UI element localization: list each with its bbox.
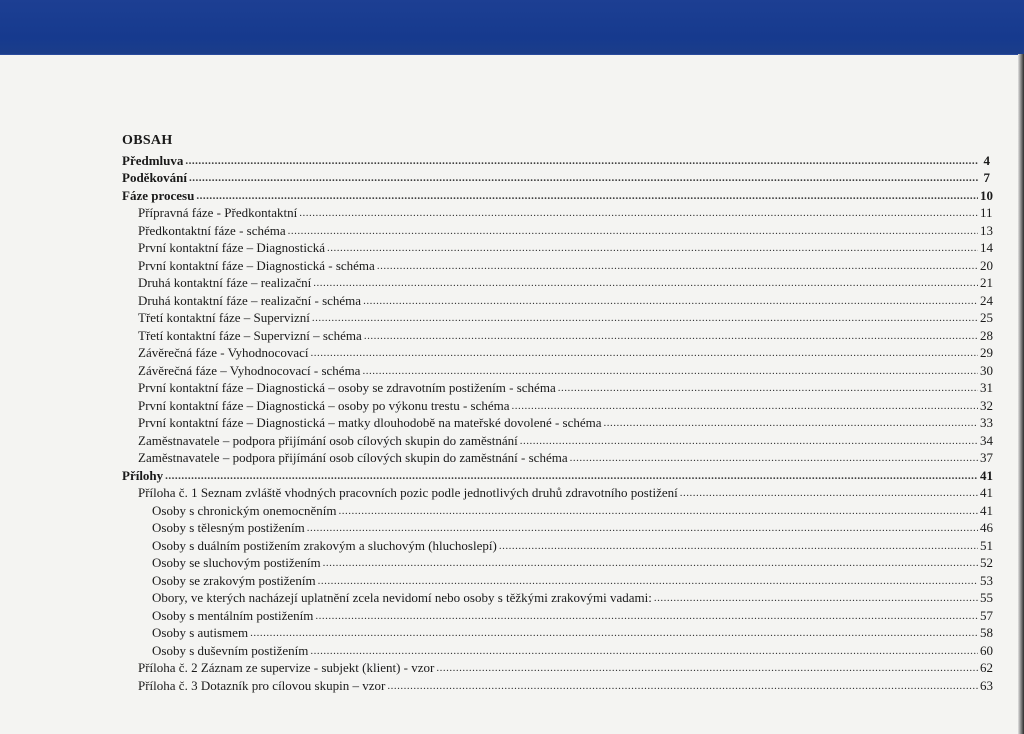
dot-leader (377, 260, 978, 273)
toc-entry-label: Osoby se zrakovým postižením (152, 572, 316, 588)
dot-leader (165, 470, 978, 483)
toc-entry[interactable] (122, 640, 993, 658)
toc-entry-label: První kontaktní fáze – Diagnostická (138, 240, 326, 255)
toc-entry-label: První kontaktní fáze – Diagnostická – matky dlouhodobě na mateřské dovolené - schéma (138, 415, 602, 430)
toc-entry-page-number: 7 (983, 170, 990, 185)
toc-entry-page-number: 4 (983, 152, 990, 168)
table-of-contents (122, 132, 993, 693)
dot-leader (512, 400, 978, 413)
toc-entry[interactable] (122, 535, 993, 553)
dot-leader (310, 645, 978, 658)
dot-leader (604, 417, 978, 430)
toc-entry[interactable] (122, 430, 993, 448)
toc-entry-page-number: 34 (980, 432, 993, 448)
toc-entry-page-number: 55 (980, 590, 993, 605)
toc-entry-page-number: 21 (980, 275, 993, 290)
toc-entry-label: Přílohy (122, 467, 164, 483)
dot-leader (363, 295, 978, 308)
toc-entry-page-number: 33 (980, 415, 993, 430)
toc-entry-label: Příloha č. 2 Záznam ze supervize - subjekt (klient) - vzor (138, 660, 435, 675)
dot-leader (680, 487, 978, 500)
toc-entry-page-number: 41 (980, 502, 993, 518)
toc-entry[interactable] (122, 203, 993, 221)
toc-entry[interactable] (122, 465, 993, 483)
toc-entry-page-number: 29 (980, 345, 993, 360)
toc-entry[interactable] (122, 168, 990, 186)
toc-entry[interactable] (122, 518, 993, 536)
toc-entry-page-number: 37 (980, 450, 993, 465)
toc-entry[interactable] (122, 360, 993, 378)
toc-entry-label: Osoby s mentálním postižením (152, 607, 314, 623)
dot-leader (436, 662, 978, 675)
toc-entry-page-number: 24 (980, 292, 993, 308)
toc-entry-label: Osoby s chronickým onemocněním (152, 502, 337, 518)
toc-entry[interactable] (122, 605, 993, 623)
toc-entry-page-number: 52 (980, 555, 993, 570)
dot-leader (362, 365, 978, 378)
toc-entry[interactable] (122, 150, 990, 168)
toc-entry[interactable] (122, 185, 993, 203)
toc-entry-page-number: 30 (980, 362, 993, 378)
toc-entries (122, 150, 993, 693)
toc-entry-page-number: 62 (980, 660, 993, 675)
toc-entry[interactable] (122, 588, 993, 606)
toc-entry-label: Příloha č. 1 Seznam zvláště vhodných pracovních pozic podle jednotlivých druhů zdravotního postižení (138, 485, 678, 500)
toc-entry-page-number: 63 (980, 677, 993, 693)
dot-leader (312, 312, 978, 325)
toc-entry-page-number: 14 (980, 240, 993, 255)
toc-entry[interactable] (122, 413, 993, 431)
dot-leader (318, 575, 978, 588)
dot-leader (315, 610, 978, 623)
toc-entry[interactable] (122, 273, 993, 291)
toc-entry-label: Třetí kontaktní fáze – Supervizní – schéma (138, 327, 362, 343)
dot-leader (185, 155, 978, 168)
toc-entry-page-number: 60 (980, 642, 993, 658)
toc-entry-label: První kontaktní fáze – Diagnostická – osoby se zdravotním postižením - schéma (138, 380, 556, 395)
dot-leader (558, 382, 978, 395)
toc-entry-page-number: 57 (980, 607, 993, 623)
page-edge-shadow (1018, 54, 1024, 734)
toc-entry[interactable] (122, 553, 993, 571)
toc-entry-page-number: 41 (980, 467, 993, 483)
toc-entry[interactable] (122, 483, 993, 501)
toc-entry-label: Druhá kontaktní fáze – realizační - schéma (138, 292, 362, 308)
dot-leader (189, 172, 978, 185)
toc-entry[interactable] (122, 325, 993, 343)
toc-entry-label: Osoby s autismem (152, 625, 249, 640)
toc-entry[interactable] (122, 378, 993, 396)
toc-entry[interactable] (122, 255, 993, 273)
dot-leader (499, 540, 978, 553)
dot-leader (327, 242, 978, 255)
dot-leader (570, 452, 978, 465)
toc-entry[interactable] (122, 500, 993, 518)
toc-entry-label: První kontaktní fáze – Diagnostická – osoby po výkonu trestu - schéma (138, 397, 510, 413)
dot-leader (250, 627, 978, 640)
toc-entry-label: Zaměstnavatele – podpora přijímání osob cílových skupin do zaměstnání (138, 432, 518, 448)
toc-entry[interactable] (122, 220, 993, 238)
toc-entry-page-number: 51 (980, 537, 993, 553)
dot-leader (520, 435, 978, 448)
dot-leader (313, 277, 978, 290)
toc-entry-page-number: 53 (980, 572, 993, 588)
toc-entry-page-number: 28 (980, 327, 993, 343)
toc-entry-label: Přípravná fáze - Předkontaktní (138, 205, 298, 220)
toc-entry[interactable] (122, 448, 993, 466)
toc-entry-page-number: 46 (980, 520, 993, 535)
toc-entry-page-number: 20 (980, 257, 993, 273)
toc-entry-label: První kontaktní fáze – Diagnostická - schéma (138, 257, 375, 273)
dot-leader (307, 522, 978, 535)
toc-entry-label: Osoby s tělesným postižením (152, 520, 305, 535)
toc-entry[interactable] (122, 308, 993, 326)
toc-entry[interactable] (122, 623, 993, 641)
toc-entry-page-number: 11 (980, 205, 993, 220)
dot-leader (323, 557, 978, 570)
toc-entry-label: Závěrečná fáze - Vyhodnocovací (138, 345, 309, 360)
toc-entry-label: Zaměstnavatele – podpora přijímání osob cílových skupin do zaměstnání - schéma (138, 450, 568, 465)
toc-entry-label: Obory, ve kterých nacházejí uplatnění zcela nevidomí nebo osoby s těžkými zrakovými vadami: (152, 590, 652, 605)
toc-entry-label: Předmluva (122, 152, 184, 168)
toc-entry-page-number: 58 (980, 625, 993, 640)
toc-entry-page-number: 31 (980, 380, 993, 395)
dot-leader (387, 680, 978, 693)
toc-entry-label: Osoby s duševním postižením (152, 642, 309, 658)
toc-entry-label: Osoby se sluchovým postižením (152, 555, 321, 570)
toc-entry-page-number: 10 (980, 187, 993, 203)
toc-entry[interactable] (122, 343, 993, 361)
toc-entry[interactable] (122, 675, 993, 693)
toc-entry-page-number: 13 (980, 222, 993, 238)
toc-entry-label: Předkontaktní fáze - schéma (138, 222, 286, 238)
dot-leader (339, 505, 979, 518)
toc-entry[interactable] (122, 290, 993, 308)
toc-entry-label: Osoby s duálním postižením zrakovým a sluchovým (hluchoslepí) (152, 537, 497, 553)
toc-entry[interactable] (122, 570, 993, 588)
toc-entry-label: Závěrečná fáze – Vyhodnocovací - schéma (138, 362, 361, 378)
blue-header-band (0, 0, 1024, 55)
toc-entry-label: Fáze procesu (122, 187, 195, 203)
dot-leader (288, 225, 978, 238)
toc-entry-label: Příloha č. 3 Dotazník pro cílovou skupin – vzor (138, 677, 386, 693)
toc-entry-page-number: 32 (980, 397, 993, 413)
toc-entry-page-number: 25 (980, 310, 993, 325)
dot-leader (299, 207, 978, 220)
dot-leader (364, 330, 978, 343)
dot-leader (654, 592, 978, 605)
dot-leader (310, 347, 978, 360)
toc-entry-label: Poděkování (122, 170, 188, 185)
toc-entry[interactable] (122, 658, 993, 676)
toc-heading: OBSAH (122, 133, 173, 148)
toc-entry-label: Třetí kontaktní fáze – Supervizní (138, 310, 310, 325)
toc-entry-label: Druhá kontaktní fáze – realizační (138, 275, 312, 290)
toc-entry[interactable] (122, 238, 993, 256)
toc-entry[interactable] (122, 395, 993, 413)
toc-entry-page-number: 41 (980, 485, 993, 500)
dot-leader (196, 190, 978, 203)
